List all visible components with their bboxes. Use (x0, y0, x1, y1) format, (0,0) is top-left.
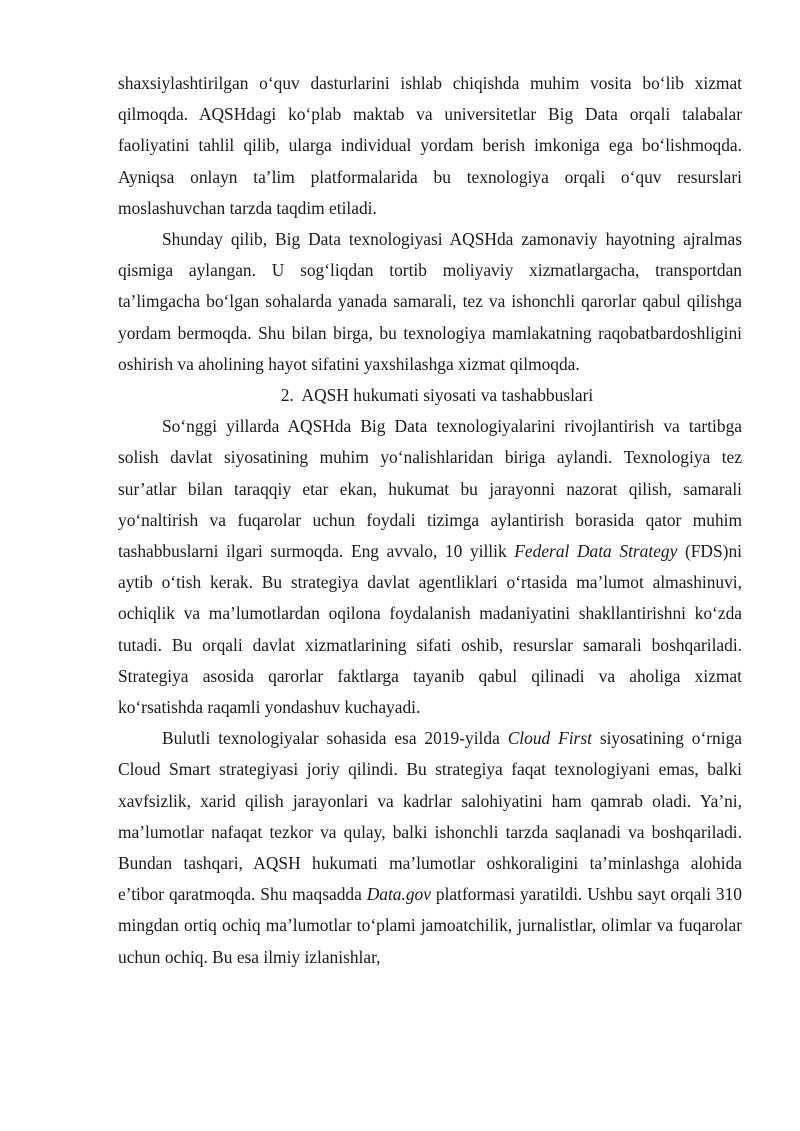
text-run: (FDS)ni aytib o‘tish kerak. Bu strategiya davlat agentliklari o‘rtasida ma’lumot almashinuvi, ochiqlik va ma’lumotlardan oqilona foydalanish madaniyatini shakllantirishni ko‘zda tutadi. Bu orqali davlat xizmatlarining sifati oshib, resurslar samarali boshqariladi. Strategiya asosida qarorlar faktlarga tayanib qabul qilinadi va aholiga xizmat ko‘rsatishda raqamli yondashuv kuchayadi. (118, 541, 742, 718)
paragraph-p3 (118, 411, 742, 723)
text-run: Shunday qilib, Big Data texnologiyasi AQSHda zamonaviy hayotning ajralmas qismiga aylangan. U sog‘liqdan tortib moliyaviy xizmatlargacha, transportdan ta’limgacha bo‘lgan sohalarda yanada samarali, tez va ishonchli qarorlar qabul qilishga yordam bermoqda. Shu bilan birga, bu texnologiya mamlakatning raqobatbardoshligini oshirish va aholining hayot sifatini yaxshilashga xizmat qilmoqda. (118, 229, 742, 374)
section-title: AQSH hukumati siyosati va tashabbuslari (301, 385, 594, 406)
intro-section (118, 68, 742, 380)
section-heading (118, 380, 742, 411)
italic-term: Federal Data Strategy (514, 541, 678, 562)
paragraph-p4 (118, 723, 742, 973)
section-body (118, 411, 742, 973)
italic-term: Data.gov (366, 884, 431, 905)
paragraph-p1 (118, 68, 742, 224)
paragraph-p2 (118, 224, 742, 380)
text-run: shaxsiylashtirilgan o‘quv dasturlarini ishlab chiqishda muhim vosita bo‘lib xizmat qilmoqda. AQSHdagi ko‘plab maktab va universitetlar Big Data orqali talabalar faoliyatini tahlil qilib, ularga individual yordam berish imkoniga ega bo‘lishmoqda. Ayniqsa onlayn ta’lim platformalarida bu texnologiya orqali o‘quv resurslari moslashuvchan tarzda taqdim etiladi. (118, 73, 742, 218)
text-run: Bulutli texnologiyalar sohasida esa 2019-yilda (162, 728, 508, 749)
text-run: platformasi yaratildi. Ushbu sayt orqali 310 mingdan ortiq ochiq ma’lumotlar to‘plami jamoatchilik, jurnalistlar, olimlar va fuqarolar uchun ochiq. Bu esa ilmiy izlanishlar, (118, 884, 742, 967)
section-number: 2. (280, 385, 294, 406)
text-run: siyosatining o‘rniga Cloud Smart strategiyasi joriy qilindi. Bu strategiya faqat texnologiyani emas, balki xavfsizlik, xarid qilish jarayonlari va kadrlar salohiyatini ham qamrab oladi. Ya’ni, ma’lumotlar nafaqat tezkor va qulay, balki ishonchli tarzda saqlanadi va boshqariladi. Bundan tashqari, AQSH hukumati ma’lumotlar oshkoraligini ta’minlashga alohida e’tibor qaratmoqda. Shu maqsadda (118, 728, 742, 905)
text-run: So‘nggi yillarda AQSHda Big Data texnologiyalarini rivojlantirish va tartibga solish davlat siyosatining muhim yo‘nalishlaridan biriga aylandi. Texnologiya tez sur’atlar bilan taraqqiy etar ekan, hukumat bu jarayonni nazorat qilish, samarali yo‘naltirish va fuqarolar uchun foydali tizimga aylantirish borasida qator muhim tashabbuslarni ilgari surmoqda. Eng avvalo, 10 yillik (118, 416, 742, 562)
italic-term: Cloud First (507, 728, 592, 749)
